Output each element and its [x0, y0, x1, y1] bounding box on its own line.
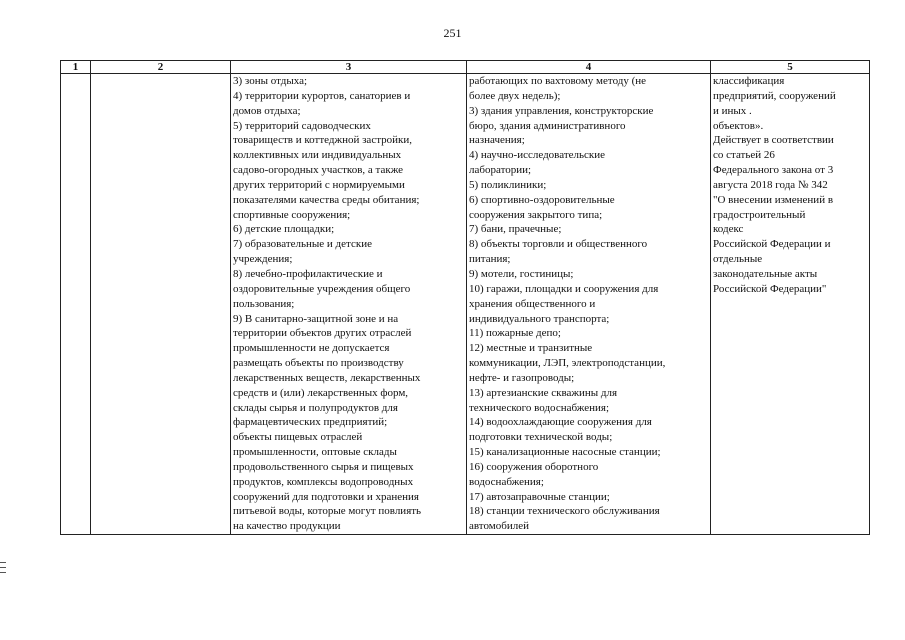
regulation-table — [60, 60, 870, 535]
text-line: технического водоснабжения; — [469, 401, 610, 414]
cell-col-1 — [61, 74, 91, 535]
scan-edge-marks — [0, 562, 8, 577]
cell-legal-basis — [711, 74, 870, 535]
text-line: 12) местные и транзитные — [469, 342, 593, 355]
text-line: 14) водоохлаждающие сооружения для — [469, 416, 652, 429]
text-line: хранения общественного и — [469, 297, 596, 310]
text-line: сооружений для подготовки и хранения — [233, 490, 419, 503]
text-line: сооружения закрытого типа; — [469, 208, 603, 221]
text-line: индивидуального транспорта; — [469, 312, 610, 325]
text-line: 8) объекты торговли и общественного — [469, 238, 648, 251]
text-line: спортивные сооружения; — [233, 208, 351, 221]
text-line: других территорий с нормируемыми — [233, 178, 405, 191]
text-line: территории объектов других отраслей — [233, 327, 412, 340]
text-line: на качество продукции — [233, 520, 341, 533]
text-line: водоснабжения; — [469, 475, 544, 488]
column-header-1: 1 — [61, 61, 91, 74]
text-line: садово-огородных участков, а также — [233, 164, 404, 177]
text-line: средств и (или) лекарственных форм, — [233, 386, 409, 399]
text-line: нефте- и газопроводы; — [469, 371, 575, 384]
text-line: 4) научно-исследовательские — [469, 149, 606, 162]
column-header-3: 3 — [231, 61, 467, 74]
text-line: подготовки технической воды; — [469, 431, 613, 444]
column-header-5: 5 — [711, 61, 870, 74]
text-line: фармацевтических предприятий; — [233, 416, 388, 429]
text-line: 16) сооружения оборотного — [469, 460, 599, 473]
text-line: 9) В санитарно-защитной зоне и на — [233, 312, 399, 325]
text-line: продуктов, комплексы водопроводных — [233, 475, 414, 488]
text-line: размещать объекты по производству — [233, 357, 404, 370]
text-line: предприятий, сооружений — [713, 89, 836, 102]
text-line: 13) артезианские скважины для — [469, 386, 618, 399]
text-line: 18) станции технического обслуживания — [469, 505, 660, 518]
text-line: Действует в соответствии — [713, 134, 834, 147]
text-line: кодекс — [713, 223, 744, 236]
table-header-row — [61, 61, 870, 74]
text-line: лекарственных веществ, лекарственных — [233, 371, 421, 384]
text-line: градостроительный — [713, 208, 806, 221]
text-line: склады сырья и полупродуктов для — [233, 401, 398, 414]
text-line: со статьей 26 — [713, 149, 775, 162]
text-line: 6) детские площадки; — [233, 223, 335, 236]
text-line: Федерального закона от 3 — [713, 164, 834, 177]
table-row — [61, 74, 870, 535]
text-line: 8) лечебно-профилактические и — [233, 267, 383, 280]
text-line: домов отдыха; — [233, 104, 301, 117]
text-line: 6) спортивно-оздоровительные — [469, 193, 615, 206]
text-line: отдельные — [713, 253, 763, 266]
column-header-2: 2 — [91, 61, 231, 74]
text-line: питьевой воды, которые могут повлиять — [233, 505, 422, 518]
text-line: коллективных или индивидуальных — [233, 149, 402, 162]
text-line: объекты пищевых отраслей — [233, 431, 363, 444]
text-line: Российской Федерации и — [713, 238, 831, 251]
text-line: 3) зоны отдыха; — [233, 75, 308, 87]
text-line: объектов». — [713, 119, 764, 132]
text-line: питания; — [469, 253, 511, 266]
text-line: 3) здания управления, конструкторские — [469, 104, 654, 117]
text-line: автомобилей — [469, 520, 529, 533]
text-line: 9) мотели, гостиницы; — [469, 267, 574, 280]
text-line: 5) территорий садоводческих — [233, 119, 371, 132]
text-line: оздоровительные учреждения общего — [233, 282, 411, 295]
text-line: лаборатории; — [469, 164, 532, 177]
cell-zones-list — [231, 74, 467, 535]
text-line: назначения; — [469, 134, 525, 147]
text-line: пользования; — [233, 297, 295, 310]
text-line: Российской Федерации" — [713, 282, 827, 295]
text-line: более двух недель); — [469, 89, 561, 102]
text-line: "О внесении изменений в — [713, 193, 834, 206]
text-line: классификация — [713, 75, 785, 87]
text-line: и иных . — [713, 104, 752, 117]
text-line: законодательные акты — [713, 267, 818, 280]
text-line: промышленности, оптовые склады — [233, 446, 397, 459]
text-line: показателями качества среды обитания; — [233, 193, 420, 206]
text-line: 17) автозаправочные станции; — [469, 490, 610, 503]
text-line: работающих по вахтовому методу (не — [469, 75, 647, 87]
text-line: учреждения; — [233, 253, 293, 266]
text-line: 11) пожарные депо; — [469, 327, 561, 340]
text-line: 7) образовательные и детские — [233, 238, 372, 251]
text-line: 4) территории курортов, санаториев и — [233, 89, 411, 102]
text-line: 10) гаражи, площадки и сооружения для — [469, 282, 659, 295]
cell-permitted-objects — [467, 74, 711, 535]
column-header-4: 4 — [467, 61, 711, 74]
text-line: 15) канализационные насосные станции; — [469, 446, 661, 459]
text-line: 7) бани, прачечные; — [469, 223, 562, 236]
text-line: продовольственного сырья и пищевых — [233, 460, 414, 473]
page-number: 251 — [443, 26, 462, 40]
text-line: коммуникации, ЛЭП, электроподстанции, — [469, 357, 666, 370]
text-line: августа 2018 года № 342 — [713, 178, 828, 191]
text-line: 5) поликлиники; — [469, 178, 547, 191]
cell-col-2 — [91, 74, 231, 535]
text-line: промышленности не допускается — [233, 342, 390, 355]
text-line: бюро, здания административного — [469, 119, 626, 132]
text-line: товариществ и коттеджной застройки, — [233, 134, 413, 147]
